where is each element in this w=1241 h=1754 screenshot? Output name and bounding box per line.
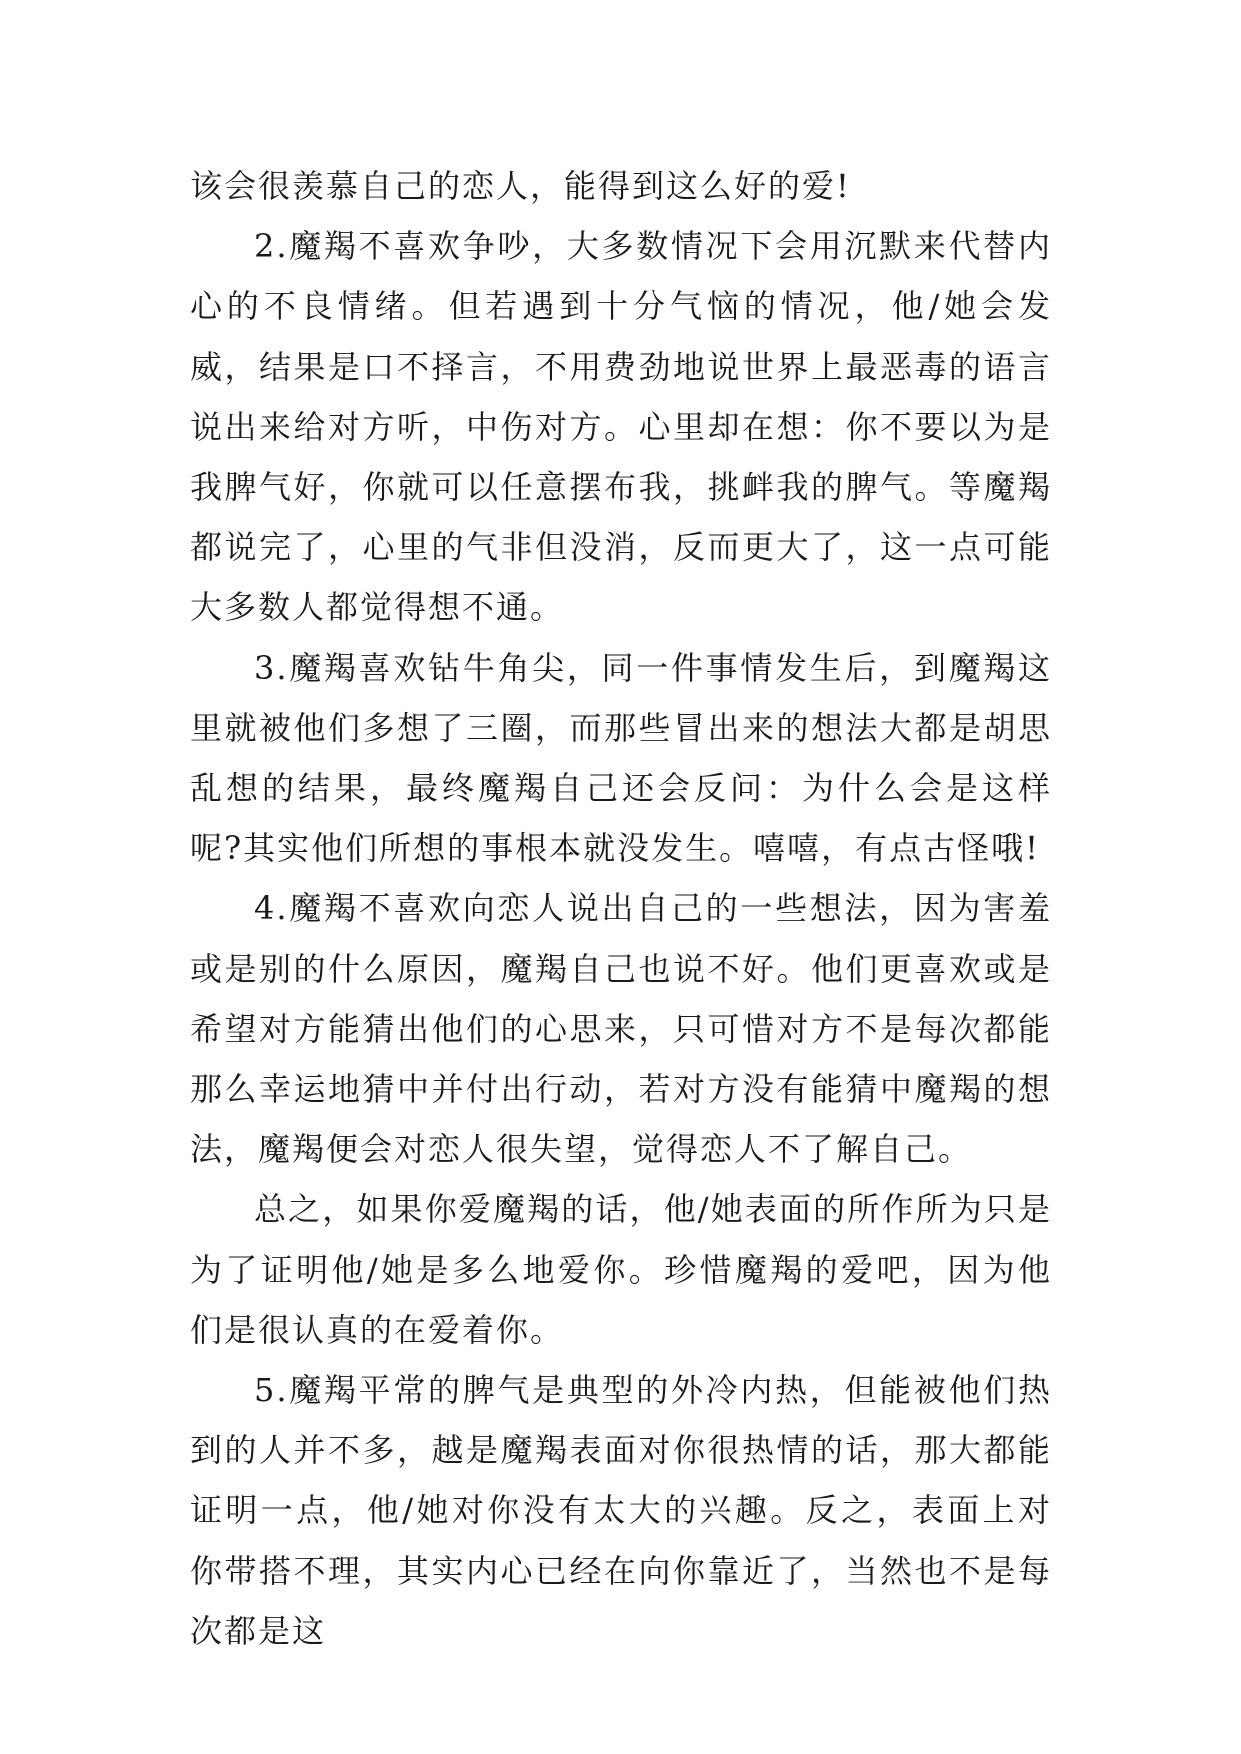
paragraph-item-2: 2.魔羯不喜欢争吵，大多数情况下会用沉默来代替内心的不良情绪。但若遇到十分气恼的情况，他/她会发威，结果是口不择言，不用费劲地说世界上最恶毒的语言说出来给对方听，中伤对方。心里却在想：你不要以为是我脾气好，你就可以任意摆布我，挑衅我的脾气。等魔羯都说完了，心里的气非但没消，反而更大了，这一点可能大多数人都觉得想不通。 [190,227,1052,627]
paragraph-item-5: 5.魔羯平常的脾气是典型的外冷内热，但能被他们热到的人并不多，越是魔羯表面对你很热情的话，那大都能证明一点，他/她对你没有太大的兴趣。反之，表面上对你带搭不理，其实内心已经在向你靠近了，当然也不是每次都是这 [190,1371,1052,1650]
paragraph-continuation: 该会很羡慕自己的恋人，能得到这么好的爱! [190,167,851,205]
paragraph-item-4: 4.魔羯不喜欢向恋人说出自己的一些想法，因为害羞或是别的什么原因，魔羯自己也说不好。他们更喜欢或是希望对方能猜出他们的心思来，只可惜对方不是每次都能那么幸运地猜中并付出行动，若对方没有能猜中魔羯的想法，魔羯便会对恋人很失望，觉得恋人不了解自己。 [190,889,1052,1169]
paragraph-summary: 总之，如果你爱魔羯的话，他/她表面的所作所为只是为了证明他/她是多么地爱你。珍惜魔羯的爱吧，因为他们是很认真的在爱着你。 [190,1190,1052,1349]
paragraph-item-3: 3.魔羯喜欢钻牛角尖，同一件事情发生后，到魔羯这里就被他们多想了三圈，而那些冒出来的想法大都是胡思乱想的结果，最终魔羯自己还会反问：为什么会是这样呢?其实他们所想的事根本就没发生。嘻嘻，有点古怪哦! [190,648,1052,868]
document-body [190,156,1052,1661]
